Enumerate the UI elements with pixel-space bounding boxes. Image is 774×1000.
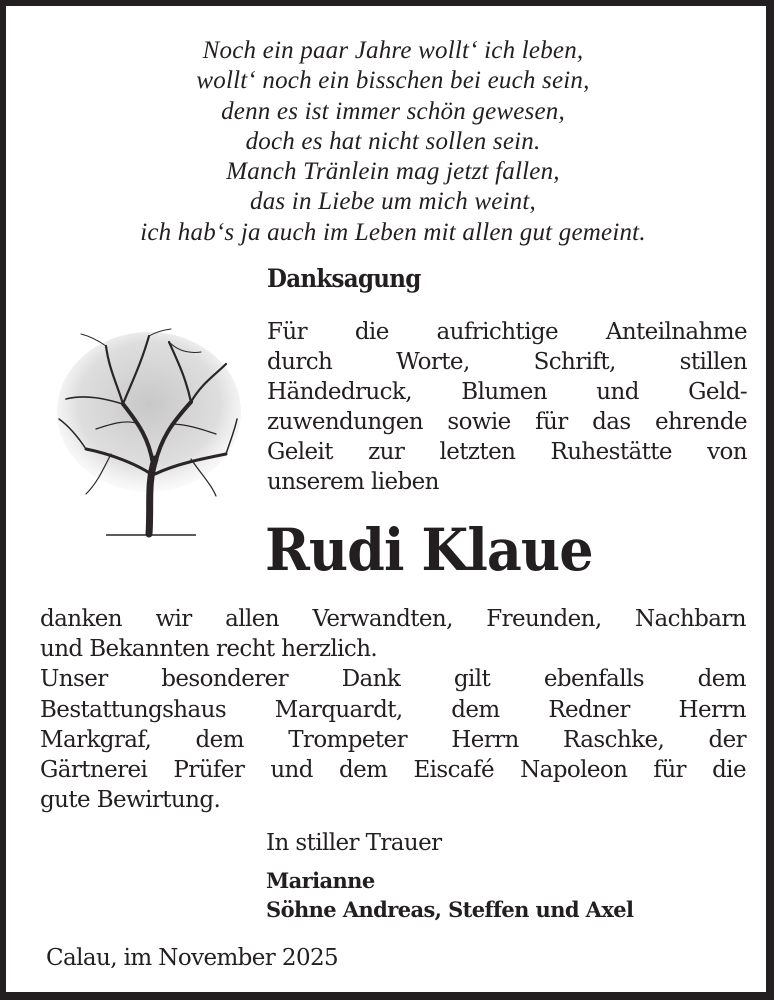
body-paragraph bbox=[40, 604, 746, 815]
signers bbox=[266, 866, 633, 924]
text-line: Unser besonderer Dank gilt ebenfalls dem bbox=[40, 666, 746, 693]
poem-line: denn es ist immer schön gewesen, bbox=[221, 97, 565, 125]
text-line: gute Bewirtung. bbox=[40, 787, 221, 814]
text-line: Händedruck, Blumen und Geld- bbox=[267, 379, 747, 405]
text-line: danken wir allen Verwandten, Freunden, Nachbarn bbox=[40, 606, 746, 632]
heading-danksagung: Danksagung bbox=[267, 264, 421, 293]
text-line: Für die aufrichtige Anteilnahme bbox=[267, 319, 747, 345]
poem-line: wollt‘ noch ein bisschen bei euch sein, bbox=[196, 67, 590, 95]
poem bbox=[36, 36, 750, 248]
poem-line: ich hab‘s ja auch im Leben mit allen gut gemeint. bbox=[140, 218, 646, 246]
text-line: Markgraf, dem Trompeter Herrn Raschke, der bbox=[40, 726, 746, 753]
signer: Söhne Andreas, Steffen und Axel bbox=[266, 897, 634, 922]
text-line: Bestattungshaus Marquardt, dem Redner Herrn bbox=[40, 696, 746, 723]
poem-line: doch es hat nicht sollen sein. bbox=[245, 127, 541, 155]
tree-icon bbox=[51, 324, 241, 539]
text-line: Gärtnerei Prüfer und dem Eiscafé Napoleon für die bbox=[40, 757, 746, 784]
poem-line: das in Liebe um mich weint, bbox=[250, 188, 536, 216]
poem-line: Noch ein paar Jahre wollt‘ ich leben, bbox=[202, 37, 584, 64]
text-line: und Bekannten recht herzlich. bbox=[40, 636, 378, 663]
thanks-paragraph bbox=[267, 317, 747, 497]
deceased-name: Rudi Klaue bbox=[265, 516, 593, 584]
text-line: unserem lieben bbox=[267, 469, 439, 495]
poem-line: Manch Tränlein mag jetzt fallen, bbox=[226, 158, 560, 186]
signer: Marianne bbox=[266, 868, 375, 893]
text-line: Geleit zur letzten Ruhestätte von bbox=[267, 439, 747, 465]
text-line: durch Worte, Schrift, stillen bbox=[267, 349, 747, 375]
place-date: Calau, im November 2025 bbox=[46, 945, 339, 971]
mourning-label: In stiller Trauer bbox=[266, 830, 442, 856]
text-line: zuwendungen sowie für das ehrende bbox=[267, 409, 747, 435]
